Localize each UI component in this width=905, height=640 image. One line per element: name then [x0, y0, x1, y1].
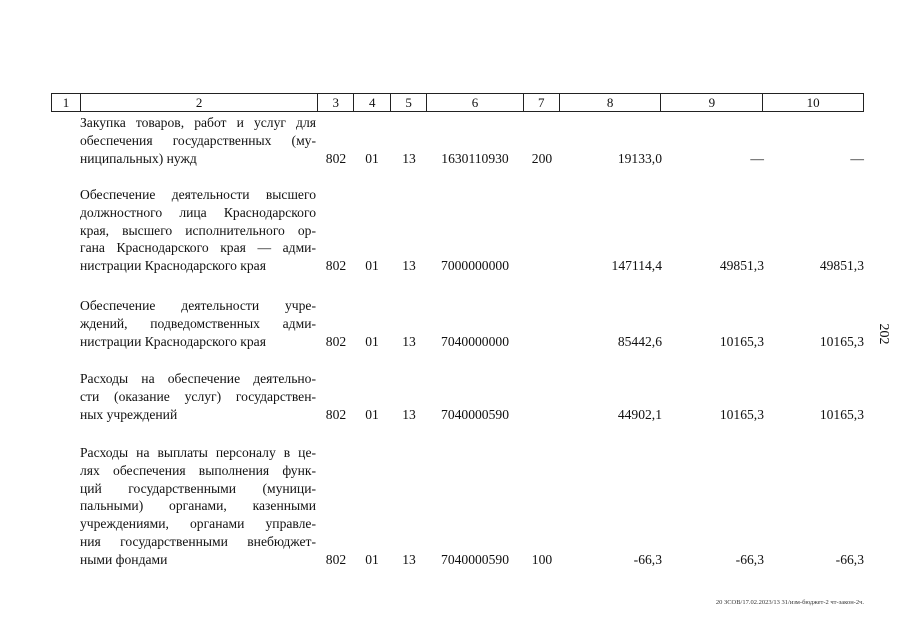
cell-col-10: 10165,3 [819, 333, 864, 349]
cell-col-6: 7000000000 [441, 258, 509, 274]
cell-col-7: 200 [531, 150, 553, 166]
row-description [80, 186, 316, 275]
description-line: Расходы на обеспечение деятельно- [80, 371, 316, 386]
cell-col-8: -66,3 [633, 551, 662, 567]
description-line: Обеспечение деятельности высшего [80, 187, 316, 202]
cell-col-8: 147114,4 [611, 258, 662, 274]
row-description [80, 444, 316, 569]
cell-col-5: 13 [402, 551, 416, 567]
cell-col-4: 01 [365, 258, 379, 274]
header-col-3: 3 [317, 94, 353, 111]
row-description [80, 114, 316, 167]
cell-col-5: 13 [402, 333, 416, 349]
cell-col-4: 01 [365, 551, 379, 567]
cell-col-4: 01 [365, 150, 379, 166]
cell-col-8: 19133,0 [617, 150, 662, 166]
cell-col-4: 01 [365, 406, 379, 422]
description-line: сти (оказание услуг) государствен- [80, 388, 316, 404]
description-line: обеспечения государственных (му- [80, 132, 316, 148]
description-line: Обеспечение деятельности учре- [80, 298, 316, 313]
header-col-8: 8 [559, 94, 661, 111]
description-line: ниципальных) нужд [80, 150, 197, 166]
cell-col-9: — [750, 150, 764, 166]
cell-col-3: 802 [325, 406, 347, 422]
cell-col-10: 49851,3 [819, 258, 864, 274]
header-col-1: 1 [62, 95, 70, 110]
description-line: лях обеспечения выполнения функ- [80, 462, 316, 478]
description-line: ными фондами [80, 551, 168, 567]
header-col-5: 5 [390, 94, 426, 111]
description-line: края, высшего исполнительного ор- [80, 222, 316, 238]
description-line: ния государственными внебюджет- [80, 533, 316, 549]
cell-col-5: 13 [402, 406, 416, 422]
header-col-6: 6 [426, 94, 523, 111]
cell-col-8: 44902,1 [617, 406, 662, 422]
cell-col-4: 01 [365, 333, 379, 349]
cell-col-10: 10165,3 [819, 406, 864, 422]
cell-col-6: 7040000000 [441, 333, 509, 349]
description-line: должностного лица Краснодарского [80, 204, 316, 220]
cell-col-3: 802 [325, 551, 347, 567]
description-line: ных учреждений [80, 406, 178, 422]
cell-col-6: 1630110930 [441, 150, 509, 166]
table-header-row [51, 93, 864, 112]
cell-col-3: 802 [325, 258, 347, 274]
cell-col-8: 85442,6 [617, 333, 662, 349]
cell-col-6: 7040000590 [441, 551, 509, 567]
cell-col-3: 802 [325, 333, 347, 349]
description-line: гана Краснодарского края — адми- [80, 240, 316, 256]
description-line: учреждениями, органами управле- [80, 516, 316, 532]
cell-col-9: 10165,3 [719, 333, 764, 349]
description-line: ждений, подведомственных адми- [80, 315, 316, 331]
footer-stamp: 20 ЗСОВ/17.02.2023/13 31/изм-бюджет-2 чт-закон-2ч. [715, 599, 864, 606]
cell-col-5: 13 [402, 258, 416, 274]
cell-col-10: -66,3 [835, 551, 864, 567]
header-col-9: 9 [660, 94, 762, 111]
description-line: ций государственными (муници- [80, 480, 316, 496]
description-line: Расходы на выплаты персоналу в це- [80, 445, 316, 460]
header-col-7: 7 [523, 94, 559, 111]
description-line: Закупка товаров, работ и услуг для [80, 115, 316, 130]
description-line: нистрации Краснодарского края [80, 258, 266, 274]
description-line: нистрации Краснодарского края [80, 333, 266, 349]
row-description [80, 370, 316, 423]
cell-col-10: — [850, 150, 864, 166]
page-number: 202 [876, 323, 891, 345]
cell-col-9: 49851,3 [719, 258, 764, 274]
cell-col-7: 100 [531, 551, 553, 567]
cell-col-6: 7040000590 [441, 406, 509, 422]
cell-col-9: 10165,3 [719, 406, 764, 422]
header-col-4: 4 [353, 94, 390, 111]
header-col-2: 2 [80, 94, 317, 111]
cell-col-9: -66,3 [735, 551, 764, 567]
header-col-10: 10 [762, 94, 863, 111]
row-description [80, 297, 316, 350]
description-line: пальными) органами, казенными [80, 498, 316, 514]
cell-col-3: 802 [325, 150, 347, 166]
cell-col-5: 13 [402, 150, 416, 166]
